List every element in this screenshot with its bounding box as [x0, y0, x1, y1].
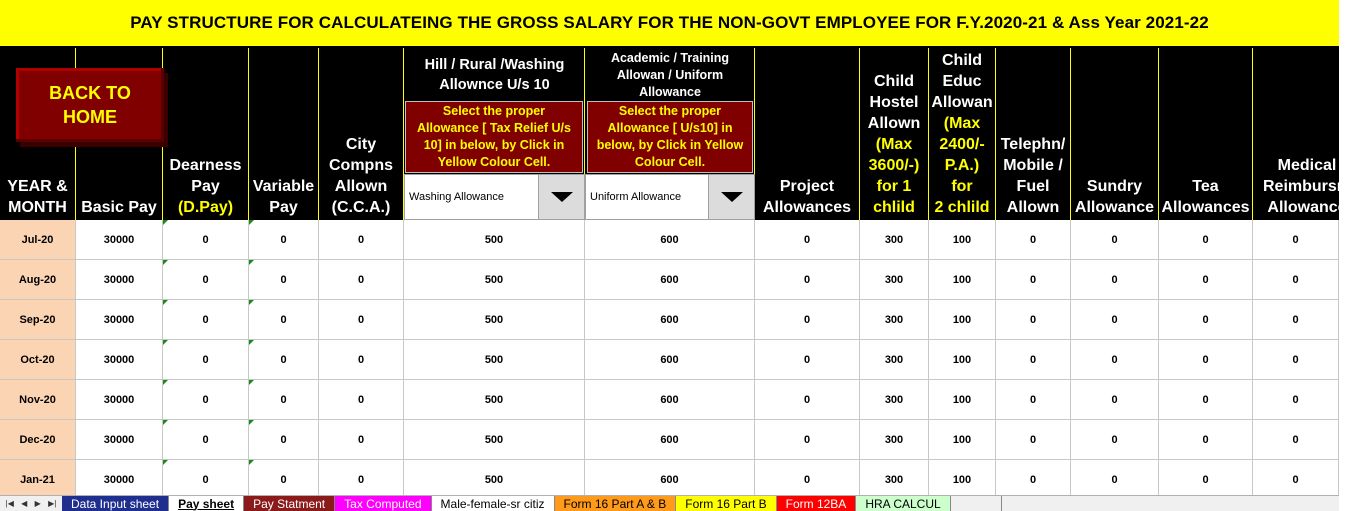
value-cell[interactable]: 300 — [860, 380, 929, 420]
hill-instruction-note: Select the proper Allowance [ Tax Relief U/s 10] in below, by Click in Yellow Colour Cell. — [405, 101, 583, 173]
value-cell[interactable]: 30000 — [76, 420, 163, 460]
value-cell[interactable]: 0 — [163, 220, 249, 260]
value-cell[interactable]: 600 — [585, 220, 755, 260]
value-cell[interactable]: 300 — [860, 420, 929, 460]
header-tea: Tea Allowances — [1159, 48, 1253, 220]
value-cell[interactable]: 100 — [929, 220, 996, 260]
value-cell[interactable]: 0 — [319, 460, 404, 500]
value-cell[interactable]: 100 — [929, 260, 996, 300]
prev-sheet-icon[interactable]: ◀ — [21, 499, 28, 508]
value-cell[interactable]: 0 — [1253, 460, 1339, 500]
value-cell[interactable]: 30000 — [76, 460, 163, 500]
value-cell[interactable]: 0 — [1253, 260, 1339, 300]
sheet-tab[interactable]: Male-female-sr citiz — [432, 496, 555, 511]
value-cell[interactable]: 600 — [585, 260, 755, 300]
sheet-tab[interactable]: Pay Statment — [244, 496, 335, 511]
value-cell[interactable]: 0 — [1253, 300, 1339, 340]
sheet-tab[interactable]: Form 16 Part A & B — [555, 496, 677, 511]
hill-allowance-select[interactable] — [404, 174, 585, 220]
header-cca: City Compns Allown (C.C.A.) — [319, 48, 404, 220]
next-sheet-icon[interactable]: ▶ — [34, 499, 41, 508]
value-cell[interactable]: 0 — [1159, 460, 1253, 500]
hill-allowance-value: Washing Allowance — [409, 191, 504, 203]
table-row — [0, 380, 1339, 420]
value-cell[interactable]: 0 — [163, 340, 249, 380]
value-cell[interactable]: 30000 — [76, 220, 163, 260]
header-dearness-pay: Dearness Pay (D.Pay) — [163, 48, 249, 220]
value-cell[interactable]: 100 — [929, 380, 996, 420]
value-cell[interactable]: 100 — [929, 300, 996, 340]
value-cell[interactable]: 0 — [1253, 420, 1339, 460]
sheet-tab[interactable]: Data Input sheet — [62, 496, 169, 511]
month-cell[interactable]: Dec-20 — [0, 420, 76, 460]
sheet-tab[interactable]: Pay sheet — [169, 496, 244, 511]
table-row — [0, 420, 1339, 460]
value-cell[interactable]: 300 — [860, 460, 929, 500]
sheet-tab[interactable]: Form 12BA — [777, 496, 857, 511]
value-cell[interactable]: 500 — [404, 300, 585, 340]
value-cell[interactable]: 0 — [163, 380, 249, 420]
table-row — [0, 220, 1339, 260]
value-cell[interactable]: 0 — [1159, 420, 1253, 460]
month-cell[interactable]: Aug-20 — [0, 260, 76, 300]
value-cell[interactable]: 500 — [404, 420, 585, 460]
value-cell[interactable]: 0 — [1071, 460, 1159, 500]
value-cell[interactable]: 0 — [755, 220, 860, 260]
value-cell[interactable]: 0 — [1159, 380, 1253, 420]
value-cell[interactable]: 0 — [163, 460, 249, 500]
value-cell[interactable]: 0 — [1253, 380, 1339, 420]
value-cell[interactable]: 0 — [755, 260, 860, 300]
sheet-tabs — [62, 496, 951, 511]
value-cell[interactable]: 500 — [404, 460, 585, 500]
value-cell[interactable]: 0 — [996, 420, 1071, 460]
horizontal-scroll-area[interactable] — [1001, 496, 1339, 511]
value-cell[interactable]: 0 — [755, 380, 860, 420]
value-cell[interactable]: 600 — [585, 340, 755, 380]
value-cell[interactable]: 0 — [1159, 260, 1253, 300]
header-education: Child Educ Allowan (Max 2400/- P.A.) for 2 chlild — [929, 48, 996, 220]
header-hill-title: Hill / Rural /Washing Allownce U/s 10 — [424, 57, 565, 93]
table-row — [0, 300, 1339, 340]
value-cell[interactable]: 500 — [404, 340, 585, 380]
value-cell[interactable]: 0 — [755, 460, 860, 500]
month-cell[interactable]: Jan-21 — [0, 460, 76, 500]
value-cell[interactable]: 500 — [404, 220, 585, 260]
sheet-tab[interactable]: Form 16 Part B — [676, 496, 776, 511]
header-hostel: Child Hostel Allown (Max 3600/-) for 1 chlild — [860, 48, 929, 220]
value-cell[interactable]: 30000 — [76, 300, 163, 340]
academic-instruction-note: Select the proper Allowance [ U/s10] in below, by Click in Yellow Colour Cell. — [587, 101, 753, 173]
value-cell[interactable]: 300 — [860, 260, 929, 300]
value-cell[interactable]: 0 — [755, 340, 860, 380]
value-cell[interactable]: 600 — [585, 300, 755, 340]
month-cell[interactable]: Jul-20 — [0, 220, 76, 260]
value-cell[interactable]: 0 — [1071, 220, 1159, 260]
academic-allowance-select[interactable] — [585, 174, 755, 220]
value-cell[interactable]: 0 — [996, 380, 1071, 420]
value-cell[interactable]: 0 — [319, 420, 404, 460]
value-cell[interactable]: 600 — [585, 420, 755, 460]
value-cell[interactable]: 0 — [319, 340, 404, 380]
value-cell[interactable]: 0 — [319, 300, 404, 340]
value-cell[interactable]: 0 — [755, 420, 860, 460]
value-cell[interactable]: 30000 — [76, 380, 163, 420]
academic-allowance-value: Uniform Allowance — [590, 191, 682, 203]
header-medical: Medical Reimbursm Allowance — [1253, 48, 1339, 220]
value-cell[interactable]: 0 — [163, 420, 249, 460]
value-cell[interactable]: 0 — [996, 340, 1071, 380]
header-telephone: Telephn/ Mobile / Fuel Allown — [996, 48, 1071, 220]
table-row — [0, 340, 1339, 380]
sheet-navigation — [0, 496, 62, 511]
header-year-month: YEAR & MONTH — [0, 48, 76, 220]
value-cell[interactable]: 0 — [996, 220, 1071, 260]
sheet-tab-bar — [0, 495, 1339, 511]
table-row — [0, 260, 1339, 300]
page-title: PAY STRUCTURE FOR CALCULATEING THE GROSS SALARY FOR THE NON-GOVT EMPLOYEE FOR F.Y.2020-21 & Ass Year 2021-22 — [0, 0, 1339, 48]
value-cell[interactable]: 0 — [996, 260, 1071, 300]
sheet-tab[interactable]: Tax Computed — [335, 496, 431, 511]
back-to-home-button[interactable]: BACK TO HOME — [16, 68, 164, 142]
value-cell[interactable]: 0 — [755, 300, 860, 340]
value-cell[interactable]: 0 — [319, 380, 404, 420]
value-cell[interactable]: 0 — [1071, 340, 1159, 380]
header-variable-pay: Variable Pay — [249, 48, 319, 220]
value-cell[interactable]: 0 — [1253, 220, 1339, 260]
value-cell[interactable]: 0 — [319, 220, 404, 260]
value-cell[interactable]: 0 — [249, 460, 319, 500]
month-cell[interactable]: Sep-20 — [0, 300, 76, 340]
value-cell[interactable]: 500 — [404, 260, 585, 300]
value-cell[interactable]: 0 — [1071, 380, 1159, 420]
value-cell[interactable]: 0 — [163, 300, 249, 340]
value-cell[interactable]: 300 — [860, 220, 929, 260]
value-cell[interactable]: 0 — [996, 300, 1071, 340]
value-cell[interactable]: 0 — [249, 420, 319, 460]
value-cell[interactable]: 30000 — [76, 260, 163, 300]
month-cell[interactable]: Nov-20 — [0, 380, 76, 420]
table-row — [0, 460, 1339, 500]
value-cell[interactable]: 0 — [163, 260, 249, 300]
value-cell[interactable]: 0 — [249, 260, 319, 300]
value-cell[interactable]: 0 — [249, 220, 319, 260]
value-cell[interactable]: 100 — [929, 460, 996, 500]
value-cell[interactable]: 300 — [860, 300, 929, 340]
header-basic-pay: Basic Pay — [76, 48, 163, 220]
value-cell[interactable]: 0 — [249, 380, 319, 420]
value-cell[interactable]: 600 — [585, 380, 755, 420]
value-cell[interactable]: 0 — [1071, 420, 1159, 460]
dropdown-arrow-icon[interactable] — [708, 175, 754, 219]
value-cell[interactable]: 600 — [585, 460, 755, 500]
value-cell[interactable]: 0 — [249, 300, 319, 340]
value-cell[interactable]: 0 — [1159, 300, 1253, 340]
value-cell[interactable]: 0 — [1159, 340, 1253, 380]
value-cell[interactable]: 100 — [929, 420, 996, 460]
value-cell[interactable]: 0 — [1071, 300, 1159, 340]
value-cell[interactable]: 0 — [249, 340, 319, 380]
value-cell[interactable]: 0 — [996, 460, 1071, 500]
value-cell[interactable]: 100 — [929, 340, 996, 380]
value-cell[interactable]: 30000 — [76, 340, 163, 380]
last-sheet-icon[interactable]: ▶| — [48, 499, 57, 508]
value-cell[interactable]: 0 — [1071, 260, 1159, 300]
month-cell[interactable]: Oct-20 — [0, 340, 76, 380]
value-cell[interactable]: 0 — [1253, 340, 1339, 380]
header-academic-title: Academic / Training Allowan / Uniform Allowance — [610, 50, 730, 99]
first-sheet-icon[interactable]: |◀ — [5, 499, 14, 508]
value-cell[interactable]: 0 — [1159, 220, 1253, 260]
value-cell[interactable]: 300 — [860, 340, 929, 380]
dropdown-arrow-icon[interactable] — [538, 175, 584, 219]
sheet-tab[interactable]: HRA CALCUL — [856, 496, 950, 511]
header-project: Project Allowances — [755, 48, 860, 220]
value-cell[interactable]: 500 — [404, 380, 585, 420]
value-cell[interactable]: 0 — [319, 260, 404, 300]
header-sundry: Sundry Allowance — [1071, 48, 1159, 220]
